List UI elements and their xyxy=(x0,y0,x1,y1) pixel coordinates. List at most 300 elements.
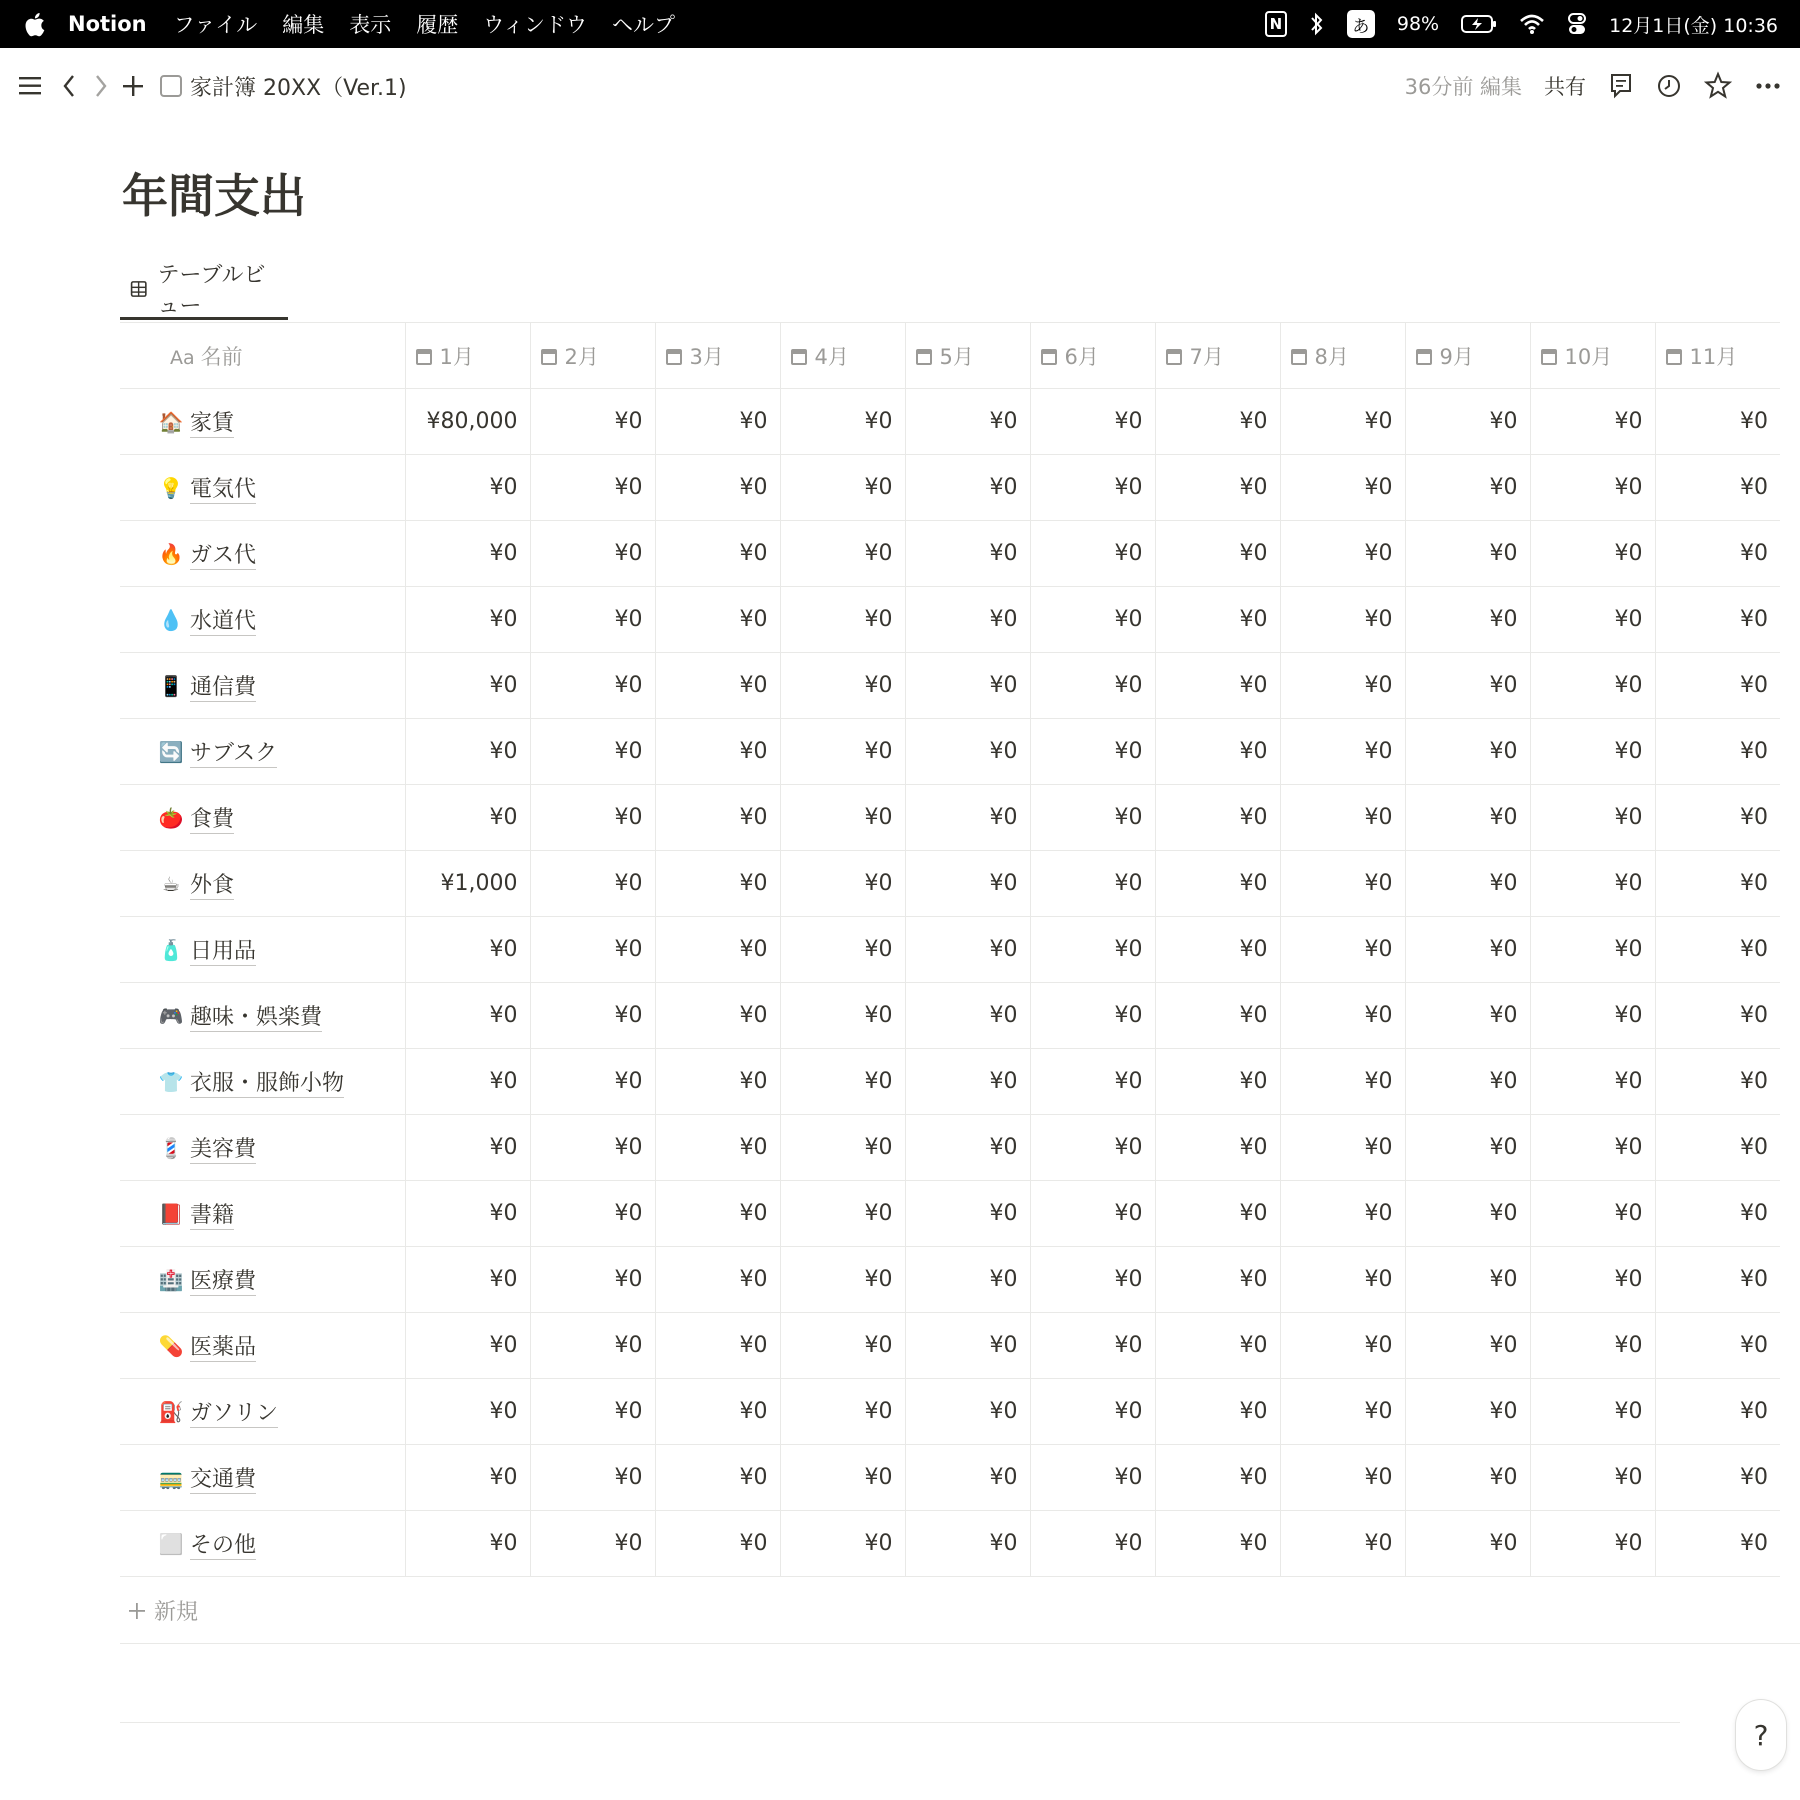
amount-cell[interactable]: ¥0 xyxy=(655,1511,780,1577)
amount-cell[interactable]: ¥0 xyxy=(780,587,905,653)
table-row[interactable] xyxy=(120,521,1780,587)
row-emoji-icon: 🔄 xyxy=(158,739,184,764)
row-name-cell[interactable] xyxy=(120,1247,405,1313)
row-name-link[interactable]: 医薬品 xyxy=(190,1330,256,1362)
amount-cell[interactable]: ¥1,000 xyxy=(405,851,530,917)
amount-cell[interactable]: ¥0 xyxy=(1405,1049,1530,1115)
amount-cell[interactable]: ¥0 xyxy=(1030,917,1155,983)
amount-cell[interactable]: ¥0 xyxy=(405,1181,530,1247)
amount-cell[interactable]: ¥0 xyxy=(405,1445,530,1511)
amount-cell[interactable]: ¥0 xyxy=(780,983,905,1049)
amount-cell[interactable]: ¥0 xyxy=(655,719,780,785)
row-name-cell[interactable] xyxy=(120,587,405,653)
amount-cell[interactable]: ¥0 xyxy=(1030,1181,1155,1247)
forward-arrow-icon[interactable] xyxy=(90,71,110,101)
control-center-icon[interactable] xyxy=(1567,12,1587,36)
amount-cell[interactable]: ¥0 xyxy=(780,455,905,521)
amount-cell[interactable]: ¥0 xyxy=(655,1445,780,1511)
amount-cell[interactable]: ¥0 xyxy=(780,1049,905,1115)
amount-cell[interactable]: ¥0 xyxy=(905,917,1030,983)
menu-window[interactable]: ウィンドウ xyxy=(483,13,587,37)
amount-cell[interactable]: ¥0 xyxy=(1280,1445,1405,1511)
amount-cell[interactable]: ¥0 xyxy=(1655,1115,1780,1181)
amount-cell[interactable]: ¥0 xyxy=(1530,851,1655,917)
amount-cell[interactable]: ¥0 xyxy=(655,1379,780,1445)
row-emoji-icon: 🍅 xyxy=(158,805,184,830)
table-row[interactable] xyxy=(120,389,1780,455)
amount-cell[interactable]: ¥0 xyxy=(655,653,780,719)
amount-cell[interactable]: ¥0 xyxy=(655,587,780,653)
amount-cell[interactable]: ¥0 xyxy=(405,983,530,1049)
new-row-button[interactable] xyxy=(120,1578,1800,1644)
amount-cell[interactable]: ¥0 xyxy=(1280,1247,1405,1313)
amount-cell[interactable]: ¥0 xyxy=(1030,1247,1155,1313)
amount-cell[interactable]: ¥0 xyxy=(655,785,780,851)
row-name-cell[interactable] xyxy=(120,455,405,521)
amount-cell[interactable]: ¥0 xyxy=(1530,719,1655,785)
table-row[interactable] xyxy=(120,851,1780,917)
amount-cell[interactable]: ¥0 xyxy=(655,917,780,983)
table-row[interactable] xyxy=(120,1181,1780,1247)
amount-cell[interactable]: ¥0 xyxy=(1405,1247,1530,1313)
amount-cell[interactable]: ¥0 xyxy=(530,851,655,917)
row-name-cell[interactable] xyxy=(120,1049,405,1115)
amount-cell[interactable]: ¥0 xyxy=(1280,851,1405,917)
amount-cell[interactable]: ¥0 xyxy=(1280,455,1405,521)
amount-cell[interactable]: ¥0 xyxy=(1030,653,1155,719)
amount-cell[interactable]: ¥0 xyxy=(1155,719,1280,785)
amount-cell[interactable]: ¥0 xyxy=(1030,785,1155,851)
row-name-cell[interactable] xyxy=(120,653,405,719)
amount-cell[interactable]: ¥0 xyxy=(1280,719,1405,785)
amount-cell[interactable]: ¥0 xyxy=(1280,917,1405,983)
row-name-link[interactable]: 電気代 xyxy=(190,472,256,504)
column-header-month[interactable] xyxy=(1030,323,1155,389)
page-title[interactable]: 年間支出 xyxy=(122,169,306,223)
amount-cell[interactable]: ¥0 xyxy=(1280,1379,1405,1445)
amount-cell[interactable]: ¥0 xyxy=(1405,1379,1530,1445)
amount-cell[interactable]: ¥0 xyxy=(1030,1379,1155,1445)
table-row[interactable] xyxy=(120,653,1780,719)
amount-cell[interactable]: ¥0 xyxy=(1030,389,1155,455)
new-page-plus-icon[interactable] xyxy=(120,71,146,101)
amount-cell[interactable]: ¥0 xyxy=(1530,983,1655,1049)
history-clock-icon[interactable] xyxy=(1656,71,1682,101)
amount-cell[interactable]: ¥0 xyxy=(1530,455,1655,521)
row-name-link[interactable]: 趣味・娯楽費 xyxy=(190,1000,322,1032)
amount-cell[interactable]: ¥0 xyxy=(1405,653,1530,719)
row-name-cell[interactable] xyxy=(120,1445,405,1511)
amount-cell[interactable]: ¥0 xyxy=(530,1313,655,1379)
amount-cell[interactable]: ¥0 xyxy=(530,1379,655,1445)
amount-cell[interactable]: ¥0 xyxy=(1280,1511,1405,1577)
amount-cell[interactable]: ¥0 xyxy=(1655,587,1780,653)
amount-cell[interactable]: ¥0 xyxy=(1530,917,1655,983)
amount-cell[interactable]: ¥0 xyxy=(905,1379,1030,1445)
amount-cell[interactable]: ¥0 xyxy=(905,851,1030,917)
amount-cell[interactable]: ¥0 xyxy=(655,1115,780,1181)
table-row[interactable] xyxy=(120,1511,1780,1577)
amount-cell[interactable]: ¥0 xyxy=(405,1379,530,1445)
amount-cell[interactable]: ¥0 xyxy=(655,1181,780,1247)
amount-cell[interactable]: ¥0 xyxy=(780,389,905,455)
row-name-link[interactable]: 日用品 xyxy=(190,934,256,966)
amount-cell[interactable]: ¥0 xyxy=(1405,1445,1530,1511)
amount-cell[interactable]: ¥0 xyxy=(1655,851,1780,917)
table-row[interactable] xyxy=(120,1445,1780,1511)
amount-cell[interactable]: ¥0 xyxy=(1530,1181,1655,1247)
amount-cell[interactable]: ¥0 xyxy=(905,785,1030,851)
amount-cell[interactable]: ¥0 xyxy=(1405,983,1530,1049)
menu-history[interactable]: 履歴 xyxy=(416,13,459,37)
table-row[interactable] xyxy=(120,1313,1780,1379)
row-name-link[interactable]: 医療費 xyxy=(190,1264,256,1296)
amount-cell[interactable]: ¥0 xyxy=(530,521,655,587)
amount-cell[interactable]: ¥0 xyxy=(1030,1049,1155,1115)
amount-cell[interactable]: ¥0 xyxy=(780,719,905,785)
amount-cell[interactable]: ¥0 xyxy=(1155,521,1280,587)
row-name-cell[interactable] xyxy=(120,785,405,851)
amount-cell[interactable]: ¥0 xyxy=(530,917,655,983)
amount-cell[interactable]: ¥0 xyxy=(1030,851,1155,917)
amount-cell[interactable]: ¥0 xyxy=(1155,653,1280,719)
amount-cell[interactable]: ¥0 xyxy=(1530,1247,1655,1313)
amount-cell[interactable]: ¥0 xyxy=(905,653,1030,719)
amount-cell[interactable]: ¥0 xyxy=(905,1049,1030,1115)
amount-cell[interactable]: ¥0 xyxy=(780,851,905,917)
amount-cell[interactable]: ¥0 xyxy=(905,1511,1030,1577)
amount-cell[interactable]: ¥0 xyxy=(1405,785,1530,851)
amount-cell[interactable]: ¥0 xyxy=(405,455,530,521)
amount-cell[interactable]: ¥0 xyxy=(905,1115,1030,1181)
amount-cell[interactable]: ¥0 xyxy=(1280,983,1405,1049)
amount-cell[interactable]: ¥0 xyxy=(1155,851,1280,917)
amount-cell[interactable]: ¥0 xyxy=(1530,1115,1655,1181)
comment-icon[interactable] xyxy=(1608,71,1634,101)
wifi-icon[interactable] xyxy=(1519,13,1545,35)
amount-cell[interactable]: ¥0 xyxy=(1405,1181,1530,1247)
amount-cell[interactable]: ¥0 xyxy=(530,587,655,653)
amount-cell[interactable]: ¥0 xyxy=(655,851,780,917)
amount-cell[interactable]: ¥0 xyxy=(1030,1511,1155,1577)
amount-cell[interactable]: ¥0 xyxy=(1030,521,1155,587)
row-name-cell[interactable] xyxy=(120,389,405,455)
amount-cell[interactable]: ¥0 xyxy=(1030,1115,1155,1181)
column-header-month[interactable] xyxy=(780,323,905,389)
amount-cell[interactable]: ¥0 xyxy=(530,1445,655,1511)
amount-cell[interactable]: ¥0 xyxy=(1030,455,1155,521)
amount-cell[interactable]: ¥0 xyxy=(1155,389,1280,455)
row-name-cell[interactable] xyxy=(120,1115,405,1181)
amount-cell[interactable]: ¥0 xyxy=(1405,455,1530,521)
amount-cell[interactable]: ¥0 xyxy=(1405,917,1530,983)
amount-cell[interactable]: ¥0 xyxy=(530,653,655,719)
amount-cell[interactable]: ¥80,000 xyxy=(405,389,530,455)
amount-cell[interactable]: ¥0 xyxy=(1655,1181,1780,1247)
amount-cell[interactable]: ¥0 xyxy=(530,1511,655,1577)
amount-cell[interactable]: ¥0 xyxy=(1280,521,1405,587)
amount-cell[interactable]: ¥0 xyxy=(780,785,905,851)
amount-cell[interactable]: ¥0 xyxy=(1280,1313,1405,1379)
row-name-link[interactable]: 交通費 xyxy=(190,1462,256,1494)
amount-cell[interactable]: ¥0 xyxy=(1530,1049,1655,1115)
amount-cell[interactable]: ¥0 xyxy=(1155,1115,1280,1181)
column-header-month[interactable] xyxy=(530,323,655,389)
breadcrumb[interactable]: 家計簿 20XX（Ver.1) xyxy=(190,75,407,101)
menu-view[interactable]: 表示 xyxy=(349,13,392,37)
amount-cell[interactable]: ¥0 xyxy=(905,1181,1030,1247)
amount-cell[interactable]: ¥0 xyxy=(1405,1313,1530,1379)
amount-cell[interactable]: ¥0 xyxy=(1530,785,1655,851)
amount-cell[interactable]: ¥0 xyxy=(655,455,780,521)
amount-cell[interactable]: ¥0 xyxy=(1655,521,1780,587)
row-name-link[interactable]: ガス代 xyxy=(190,538,256,570)
amount-cell[interactable]: ¥0 xyxy=(1530,653,1655,719)
amount-cell[interactable]: ¥0 xyxy=(1655,1049,1780,1115)
amount-cell[interactable]: ¥0 xyxy=(405,1511,530,1577)
bluetooth-icon[interactable] xyxy=(1309,11,1325,37)
amount-cell[interactable]: ¥0 xyxy=(1030,1313,1155,1379)
row-name-cell[interactable] xyxy=(120,1511,405,1577)
amount-cell[interactable]: ¥0 xyxy=(1530,1379,1655,1445)
table-row[interactable] xyxy=(120,785,1780,851)
amount-cell[interactable]: ¥0 xyxy=(780,521,905,587)
amount-cell[interactable]: ¥0 xyxy=(1155,455,1280,521)
amount-cell[interactable]: ¥0 xyxy=(1155,1511,1280,1577)
amount-cell[interactable]: ¥0 xyxy=(905,455,1030,521)
amount-cell[interactable]: ¥0 xyxy=(405,785,530,851)
menu-app-name[interactable]: Notion xyxy=(68,12,147,36)
row-name-cell[interactable] xyxy=(120,983,405,1049)
amount-cell[interactable]: ¥0 xyxy=(530,455,655,521)
column-header-month[interactable] xyxy=(655,323,780,389)
menu-file[interactable]: ファイル xyxy=(173,13,258,37)
amount-cell[interactable]: ¥0 xyxy=(1405,587,1530,653)
amount-cell[interactable]: ¥0 xyxy=(1155,785,1280,851)
amount-cell[interactable]: ¥0 xyxy=(530,1115,655,1181)
amount-cell[interactable]: ¥0 xyxy=(1655,653,1780,719)
amount-cell[interactable]: ¥0 xyxy=(1405,719,1530,785)
amount-cell[interactable]: ¥0 xyxy=(1280,587,1405,653)
menu-edit[interactable]: 編集 xyxy=(282,13,325,37)
column-header-month[interactable] xyxy=(1280,323,1405,389)
amount-cell[interactable]: ¥0 xyxy=(1030,983,1155,1049)
amount-cell[interactable]: ¥0 xyxy=(530,1247,655,1313)
amount-cell[interactable]: ¥0 xyxy=(530,1049,655,1115)
amount-cell[interactable]: ¥0 xyxy=(655,521,780,587)
table-row[interactable] xyxy=(120,917,1780,983)
row-name-cell[interactable] xyxy=(120,917,405,983)
amount-cell[interactable]: ¥0 xyxy=(405,1247,530,1313)
amount-cell[interactable]: ¥0 xyxy=(1655,455,1780,521)
amount-cell[interactable]: ¥0 xyxy=(905,1313,1030,1379)
amount-cell[interactable]: ¥0 xyxy=(1655,1313,1780,1379)
amount-cell[interactable]: ¥0 xyxy=(780,1181,905,1247)
amount-cell[interactable]: ¥0 xyxy=(780,1511,905,1577)
amount-cell[interactable]: ¥0 xyxy=(905,1445,1030,1511)
column-header-month[interactable] xyxy=(1655,323,1780,389)
row-emoji-icon: 🏥 xyxy=(158,1267,184,1292)
table-row[interactable] xyxy=(120,1247,1780,1313)
battery-icon[interactable] xyxy=(1461,14,1497,34)
amount-cell[interactable]: ¥0 xyxy=(780,917,905,983)
amount-cell[interactable]: ¥0 xyxy=(1155,1181,1280,1247)
notion-status-icon[interactable]: N xyxy=(1265,11,1287,37)
amount-cell[interactable]: ¥0 xyxy=(1155,1049,1280,1115)
amount-cell[interactable]: ¥0 xyxy=(905,719,1030,785)
amount-cell[interactable]: ¥0 xyxy=(1530,521,1655,587)
month-label: 3月 xyxy=(689,344,724,369)
amount-cell[interactable]: ¥0 xyxy=(780,1445,905,1511)
amount-cell[interactable]: ¥0 xyxy=(655,389,780,455)
amount-cell[interactable]: ¥0 xyxy=(905,1247,1030,1313)
row-name-link[interactable]: 通信費 xyxy=(190,670,256,702)
amount-cell[interactable]: ¥0 xyxy=(655,1049,780,1115)
amount-cell[interactable]: ¥0 xyxy=(405,1049,530,1115)
amount-cell[interactable]: ¥0 xyxy=(530,389,655,455)
amount-cell[interactable]: ¥0 xyxy=(1030,587,1155,653)
amount-cell[interactable]: ¥0 xyxy=(1655,1445,1780,1511)
amount-cell[interactable]: ¥0 xyxy=(1530,587,1655,653)
amount-cell[interactable]: ¥0 xyxy=(905,389,1030,455)
amount-cell[interactable]: ¥0 xyxy=(655,983,780,1049)
amount-cell[interactable]: ¥0 xyxy=(780,653,905,719)
table-row[interactable] xyxy=(120,719,1780,785)
amount-cell[interactable]: ¥0 xyxy=(1280,389,1405,455)
menu-help[interactable]: ヘルプ xyxy=(611,13,675,37)
table-row[interactable] xyxy=(120,587,1780,653)
row-name-link[interactable]: 衣服・服飾小物 xyxy=(190,1066,344,1098)
amount-cell[interactable]: ¥0 xyxy=(1655,785,1780,851)
amount-cell[interactable]: ¥0 xyxy=(530,785,655,851)
tab-table-view[interactable] xyxy=(120,260,288,320)
amount-cell[interactable]: ¥0 xyxy=(1155,983,1280,1049)
row-name-link[interactable]: 書籍 xyxy=(190,1198,234,1230)
amount-cell[interactable]: ¥0 xyxy=(780,1313,905,1379)
favorite-star-icon[interactable] xyxy=(1704,71,1732,101)
amount-cell[interactable]: ¥0 xyxy=(1655,917,1780,983)
amount-cell[interactable]: ¥0 xyxy=(1655,1379,1780,1445)
column-header-month[interactable] xyxy=(1155,323,1280,389)
amount-cell[interactable]: ¥0 xyxy=(530,1181,655,1247)
amount-cell[interactable]: ¥0 xyxy=(405,653,530,719)
table-row[interactable] xyxy=(120,1379,1780,1445)
amount-cell[interactable]: ¥0 xyxy=(780,1115,905,1181)
amount-cell[interactable]: ¥0 xyxy=(905,521,1030,587)
sidebar-menu-icon[interactable] xyxy=(16,71,46,101)
amount-cell[interactable]: ¥0 xyxy=(1655,1511,1780,1577)
amount-cell[interactable]: ¥0 xyxy=(405,917,530,983)
column-header-name[interactable] xyxy=(120,323,405,389)
amount-cell[interactable]: ¥0 xyxy=(1155,587,1280,653)
input-method-icon[interactable]: あ xyxy=(1347,10,1375,38)
amount-cell[interactable]: ¥0 xyxy=(1405,851,1530,917)
help-button[interactable]: ? xyxy=(1736,1700,1786,1770)
amount-cell[interactable]: ¥0 xyxy=(1405,1115,1530,1181)
amount-cell[interactable]: ¥0 xyxy=(1155,1313,1280,1379)
row-name-link[interactable]: 食費 xyxy=(190,802,234,834)
column-header-month[interactable] xyxy=(1405,323,1530,389)
apple-icon[interactable] xyxy=(22,11,46,38)
amount-cell[interactable]: ¥0 xyxy=(1155,1445,1280,1511)
calendar-icon xyxy=(1166,349,1182,365)
amount-cell[interactable]: ¥0 xyxy=(1655,983,1780,1049)
amount-cell[interactable]: ¥0 xyxy=(1030,719,1155,785)
row-name-link[interactable]: 美容費 xyxy=(190,1132,256,1164)
amount-cell[interactable]: ¥0 xyxy=(1530,389,1655,455)
amount-cell[interactable]: ¥0 xyxy=(1280,653,1405,719)
amount-cell[interactable]: ¥0 xyxy=(1280,1115,1405,1181)
row-name-cell[interactable] xyxy=(120,521,405,587)
amount-cell[interactable]: ¥0 xyxy=(1280,785,1405,851)
row-name-cell[interactable] xyxy=(120,1181,405,1247)
amount-cell[interactable]: ¥0 xyxy=(1655,719,1780,785)
amount-cell[interactable]: ¥0 xyxy=(530,983,655,1049)
amount-cell[interactable]: ¥0 xyxy=(655,1247,780,1313)
amount-cell[interactable]: ¥0 xyxy=(1530,1511,1655,1577)
row-name-cell[interactable] xyxy=(120,851,405,917)
amount-cell[interactable]: ¥0 xyxy=(1280,1181,1405,1247)
row-name-cell[interactable] xyxy=(120,1313,405,1379)
calendar-icon xyxy=(1666,349,1682,365)
amount-cell[interactable]: ¥0 xyxy=(655,1313,780,1379)
share-button[interactable]: 共有 xyxy=(1544,75,1586,99)
amount-cell[interactable]: ¥0 xyxy=(405,587,530,653)
column-header-month[interactable] xyxy=(405,323,530,389)
amount-cell[interactable]: ¥0 xyxy=(1405,521,1530,587)
amount-cell[interactable]: ¥0 xyxy=(405,1115,530,1181)
table-row[interactable] xyxy=(120,455,1780,521)
amount-cell[interactable]: ¥0 xyxy=(780,1379,905,1445)
amount-cell[interactable]: ¥0 xyxy=(905,983,1030,1049)
amount-cell[interactable]: ¥0 xyxy=(405,719,530,785)
table-row[interactable] xyxy=(120,1049,1780,1115)
more-options-icon[interactable] xyxy=(1754,71,1782,101)
back-arrow-icon[interactable] xyxy=(60,71,80,101)
amount-cell[interactable]: ¥0 xyxy=(1530,1313,1655,1379)
amount-cell[interactable]: ¥0 xyxy=(1405,1511,1530,1577)
table-row[interactable] xyxy=(120,983,1780,1049)
amount-cell[interactable]: ¥0 xyxy=(1155,1247,1280,1313)
row-name-link[interactable]: ガソリン xyxy=(190,1396,278,1428)
row-name-link[interactable]: 家賃 xyxy=(190,406,234,438)
row-name-cell[interactable] xyxy=(120,1379,405,1445)
amount-cell[interactable]: ¥0 xyxy=(1280,1049,1405,1115)
amount-cell[interactable]: ¥0 xyxy=(1155,1379,1280,1445)
amount-cell[interactable]: ¥0 xyxy=(1405,389,1530,455)
calendar-icon xyxy=(541,349,557,365)
amount-cell[interactable]: ¥0 xyxy=(405,521,530,587)
amount-cell[interactable]: ¥0 xyxy=(1655,389,1780,455)
amount-cell[interactable]: ¥0 xyxy=(530,719,655,785)
clock[interactable]: 12月1日(金) 10:36 xyxy=(1609,14,1778,37)
amount-cell[interactable]: ¥0 xyxy=(1530,1445,1655,1511)
row-name-link[interactable]: その他 xyxy=(190,1528,256,1560)
amount-cell[interactable]: ¥0 xyxy=(1030,1445,1155,1511)
amount-cell[interactable]: ¥0 xyxy=(780,1247,905,1313)
column-header-month[interactable] xyxy=(1530,323,1655,389)
row-name-cell[interactable] xyxy=(120,719,405,785)
column-header-month[interactable] xyxy=(905,323,1030,389)
amount-cell[interactable]: ¥0 xyxy=(1655,1247,1780,1313)
row-name-link[interactable]: 外食 xyxy=(190,868,234,900)
amount-cell[interactable]: ¥0 xyxy=(1155,917,1280,983)
amount-cell[interactable]: ¥0 xyxy=(405,1313,530,1379)
row-name-link[interactable]: 水道代 xyxy=(190,604,256,636)
amount-cell[interactable]: ¥0 xyxy=(905,587,1030,653)
table-row[interactable] xyxy=(120,1115,1780,1181)
row-name-link[interactable]: サブスク xyxy=(190,736,277,768)
